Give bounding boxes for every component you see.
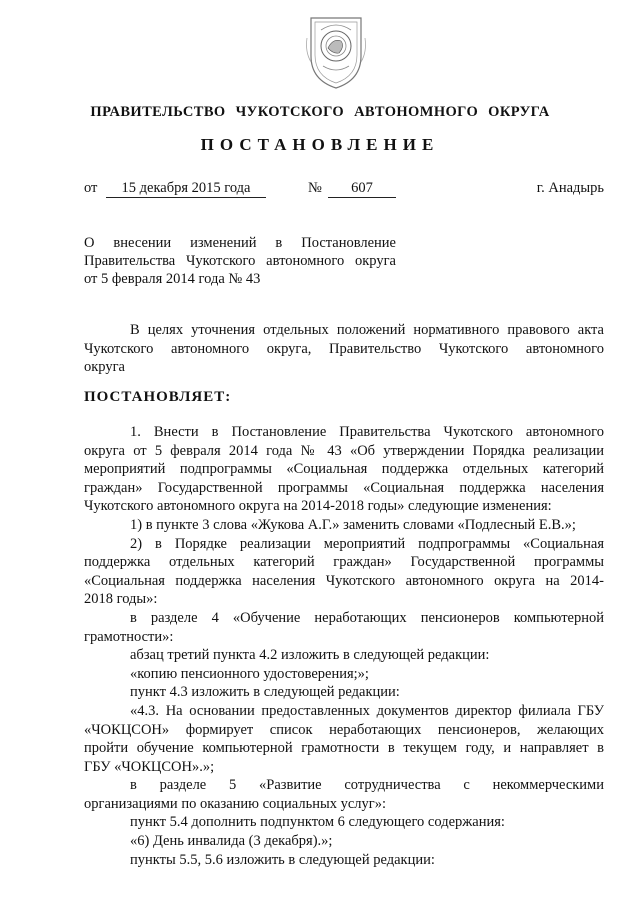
document-number: 607: [328, 180, 396, 198]
body-line: абзац третий пункта 4.2 изложить в следующей редакции:: [130, 647, 490, 664]
body-line: 1) в пункте 3 слова «Жукова А.Г.» заменить словами «Подлесный Е.В.»;: [130, 516, 576, 533]
body-line: пункт 4.3 изложить в следующей редакции:: [130, 684, 400, 701]
from-label: от: [84, 180, 98, 196]
body-line: «ЧОКЦСОН» формирует список неработающих пенсионеров, желающих: [84, 721, 604, 738]
preamble-line: округа: [84, 359, 125, 375]
body-line: пройти обучение компьютерной грамотности в текущем году, и направляет в: [84, 740, 604, 757]
body-line: 2018 годы»:: [84, 591, 158, 608]
date-number-line: [84, 180, 604, 200]
body-line: граждан» Государственной программы «Социальная поддержка населения: [84, 479, 604, 496]
title-line: О внесении изменений в Постановление: [84, 235, 396, 251]
body-line: округа от 5 февраля 2014 года № 43 «Об утверждении Порядка реализации: [84, 442, 604, 459]
government-name-heading: ПРАВИТЕЛЬСТВО ЧУКОТСКОГО АВТОНОМНОГО ОКРУГА: [90, 104, 550, 120]
body-line: «6) День инвалида (3 декабря).»;: [130, 833, 333, 850]
body-line: ГБУ «ЧОКЦСОН».»;: [84, 758, 215, 775]
body-line: мероприятий подпрограммы «Социальная поддержка отдельных категорий: [84, 461, 604, 478]
body-line: пункт 5.4 дополнить подпунктом 6 следующего содержания:: [130, 814, 505, 831]
resolves-heading: ПОСТАНОВЛЯЕТ:: [84, 389, 232, 405]
title-line: Правительства Чукотского автономного округа: [84, 253, 396, 269]
document-type-heading: ПОСТАНОВЛЕНИЕ: [200, 135, 440, 154]
body-line: «4.3. На основании предоставленных документов директор филиала ГБУ: [130, 702, 604, 719]
number-label: №: [308, 180, 322, 196]
body-line: «копию пенсионного удостоверения;»;: [130, 665, 369, 682]
body-line: «Социальная поддержка населения Чукотского автономного округа на 2014-: [84, 572, 604, 589]
body-line: организациями по оказанию социальных услуг»:: [84, 795, 386, 812]
coat-of-arms-emblem: [303, 8, 369, 92]
body-line: 2) в Порядке реализации мероприятий подпрограммы «Социальная: [130, 535, 604, 552]
title-line: от 5 февраля 2014 года № 43: [84, 271, 261, 287]
body-line: Чукотского автономного округа на 2014-2018 годы» следующие изменения:: [84, 498, 552, 515]
body-line: грамотности»:: [84, 628, 174, 645]
preamble-line: В целях уточнения отдельных положений нормативного правового акта: [130, 322, 604, 338]
preamble: [84, 321, 604, 377]
body-line: в разделе 5 «Развитие сотрудничества с некоммерческими: [130, 777, 604, 794]
body-line: пункты 5.5, 5.6 изложить в следующей редакции:: [130, 851, 435, 868]
document-place: г. Анадырь: [536, 180, 604, 196]
body-line: поддержка отдельных категорий граждан» Государственной программы: [84, 554, 604, 571]
preamble-line: Чукотского автономного округа, Правительство Чукотского автономного: [84, 340, 604, 357]
document-date: 15 декабря 2015 года: [106, 180, 266, 198]
document-title: [84, 234, 396, 288]
body-line: 1. Внести в Постановление Правительства Чукотского автономного: [130, 424, 604, 440]
document-body: [84, 423, 604, 869]
body-line: в разделе 4 «Обучение неработающих пенсионеров компьютерной: [130, 609, 604, 626]
